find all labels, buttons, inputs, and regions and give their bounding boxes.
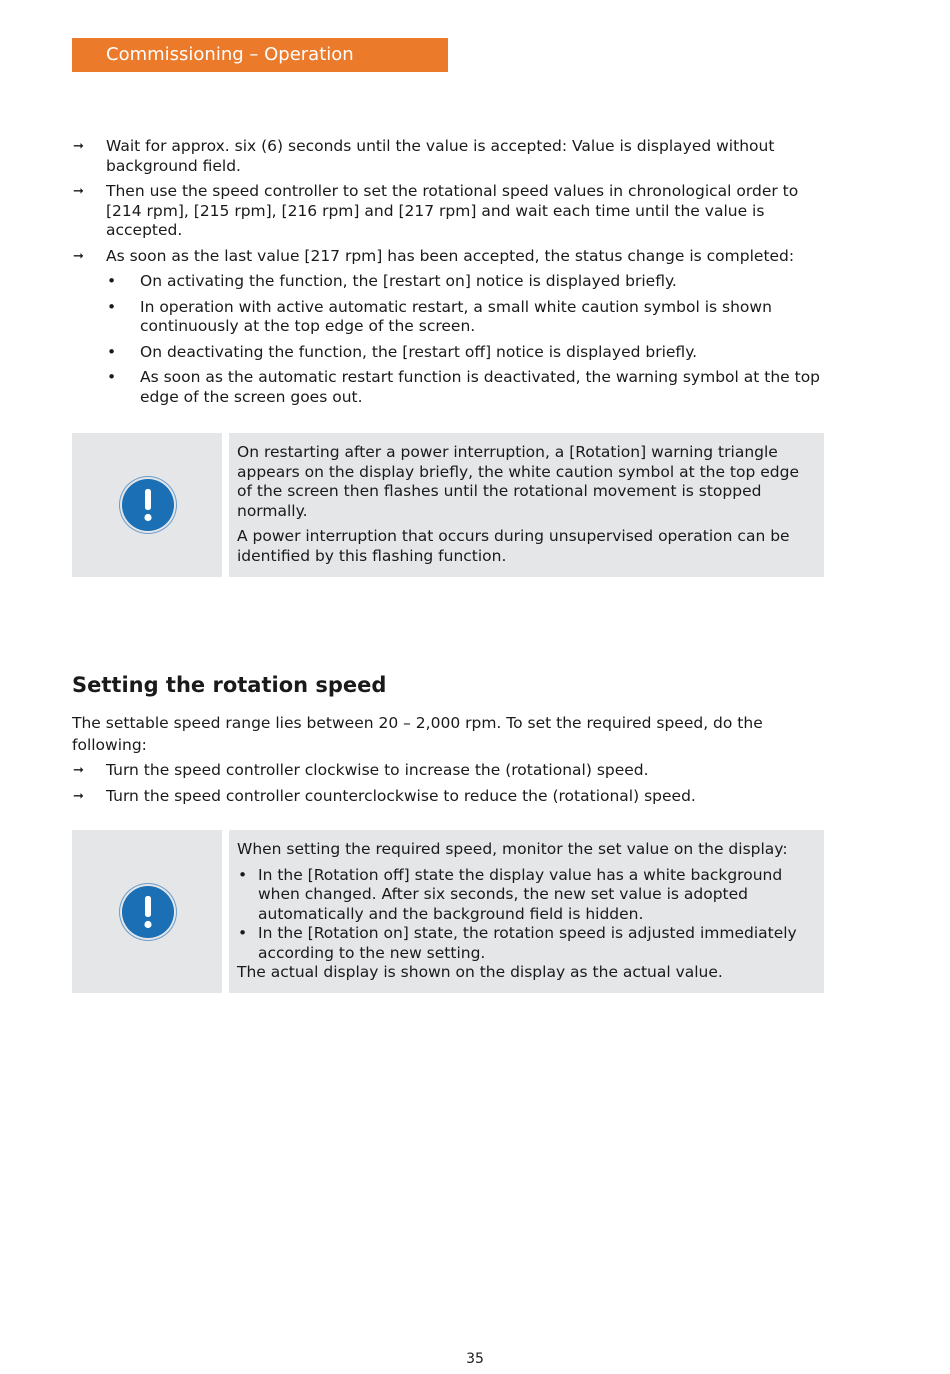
page-number: 35 [466,1351,484,1367]
status-bullet-text: On activating the function, the [restart on] notice is displayed briefly. [140,272,677,290]
note-icon-panel [72,830,222,993]
section-header [72,38,448,72]
note-box-restart [72,433,824,577]
section-intro: The settable speed range lies between 20 – 2,000 rpm. To set the required speed, do the following: [72,714,763,754]
speed-steps-list [72,761,832,812]
status-bullet [106,343,832,363]
status-bullet-list [106,272,832,407]
note-bullet-list [237,866,810,964]
arrow-icon: ➞ [73,184,84,199]
step-item [72,182,832,241]
step-item [72,787,832,807]
arrow-icon: ➞ [73,248,84,264]
note-icon-panel [72,433,222,577]
note-lead: When setting the required speed, monitor the set value on the display: [237,840,788,858]
note-text-panel [229,830,824,993]
step-item [72,137,832,176]
status-bullet [106,298,832,337]
note-box-speed [72,830,824,993]
note-bullet-text: In the [Rotation on] state, the rotation speed is adjusted immediately according to the new setting. [258,924,797,962]
section-header-title: Commissioning – Operation [106,44,354,65]
status-bullet [106,368,832,407]
arrow-icon: ➞ [73,139,84,154]
step-text: As soon as the last value [217 rpm] has been accepted, the status change is completed: [106,246,795,265]
bullet-icon: • [107,342,117,361]
step-text: Wait for approx. six (6) seconds until the value is accepted: Value is displayed without background field. [106,137,775,175]
status-bullet-text: On deactivating the function, the [restart off] notice is displayed briefly. [140,342,698,361]
status-bullet [106,272,832,292]
note-closing: The actual display is shown on the display as the actual value. [237,963,723,981]
step-text: Then use the speed controller to set the rotational speed values in chronological order to [214 rpm], [215 rpm], [216 rpm] and [217 rpm] and wait each time until the value is accepted. [106,182,799,239]
step-text: Turn the speed controller counterclockwise to reduce the (rotational) speed. [106,786,696,805]
step-item [72,761,832,781]
bullet-icon: • [238,924,248,942]
step-text: Turn the speed controller clockwise to increase the (rotational) speed. [106,761,649,779]
note-bullet [237,924,810,963]
status-bullet-text: As soon as the automatic restart function is deactivated, the warning symbol at the top edge of the screen goes out. [140,368,821,406]
bullet-icon: • [238,865,248,884]
status-bullet-text: In operation with active automatic restart, a small white caution symbol is shown continuously at the top edge of the screen. [140,297,772,335]
bullet-icon: • [107,368,117,386]
note-bullet-text: In the [Rotation off] state the display value has a white background when changed. After six seconds, the new set value is adopted automatically and the background field is hidden. [258,865,783,923]
bullet-icon: • [107,272,117,290]
note-paragraph: On restarting after a power interruption, a [Rotation] warning triangle appears on the display briefly, the white caution symbol at the top edge of the screen then flashes until the rotational movement is stopped normally. [237,443,800,520]
note-bullet [237,866,810,925]
section-heading: Setting the rotation speed [72,673,387,697]
exclamation-circle-icon [122,886,174,938]
step-item [72,247,832,408]
steps-list [72,137,832,413]
bullet-icon: • [107,297,117,316]
arrow-icon: ➞ [73,763,84,778]
note-paragraph: A power interruption that occurs during unsupervised operation can be identified by this flashing function. [237,527,790,565]
note-text-panel [229,433,824,577]
exclamation-circle-icon [122,479,174,531]
arrow-icon: ➞ [73,788,84,804]
